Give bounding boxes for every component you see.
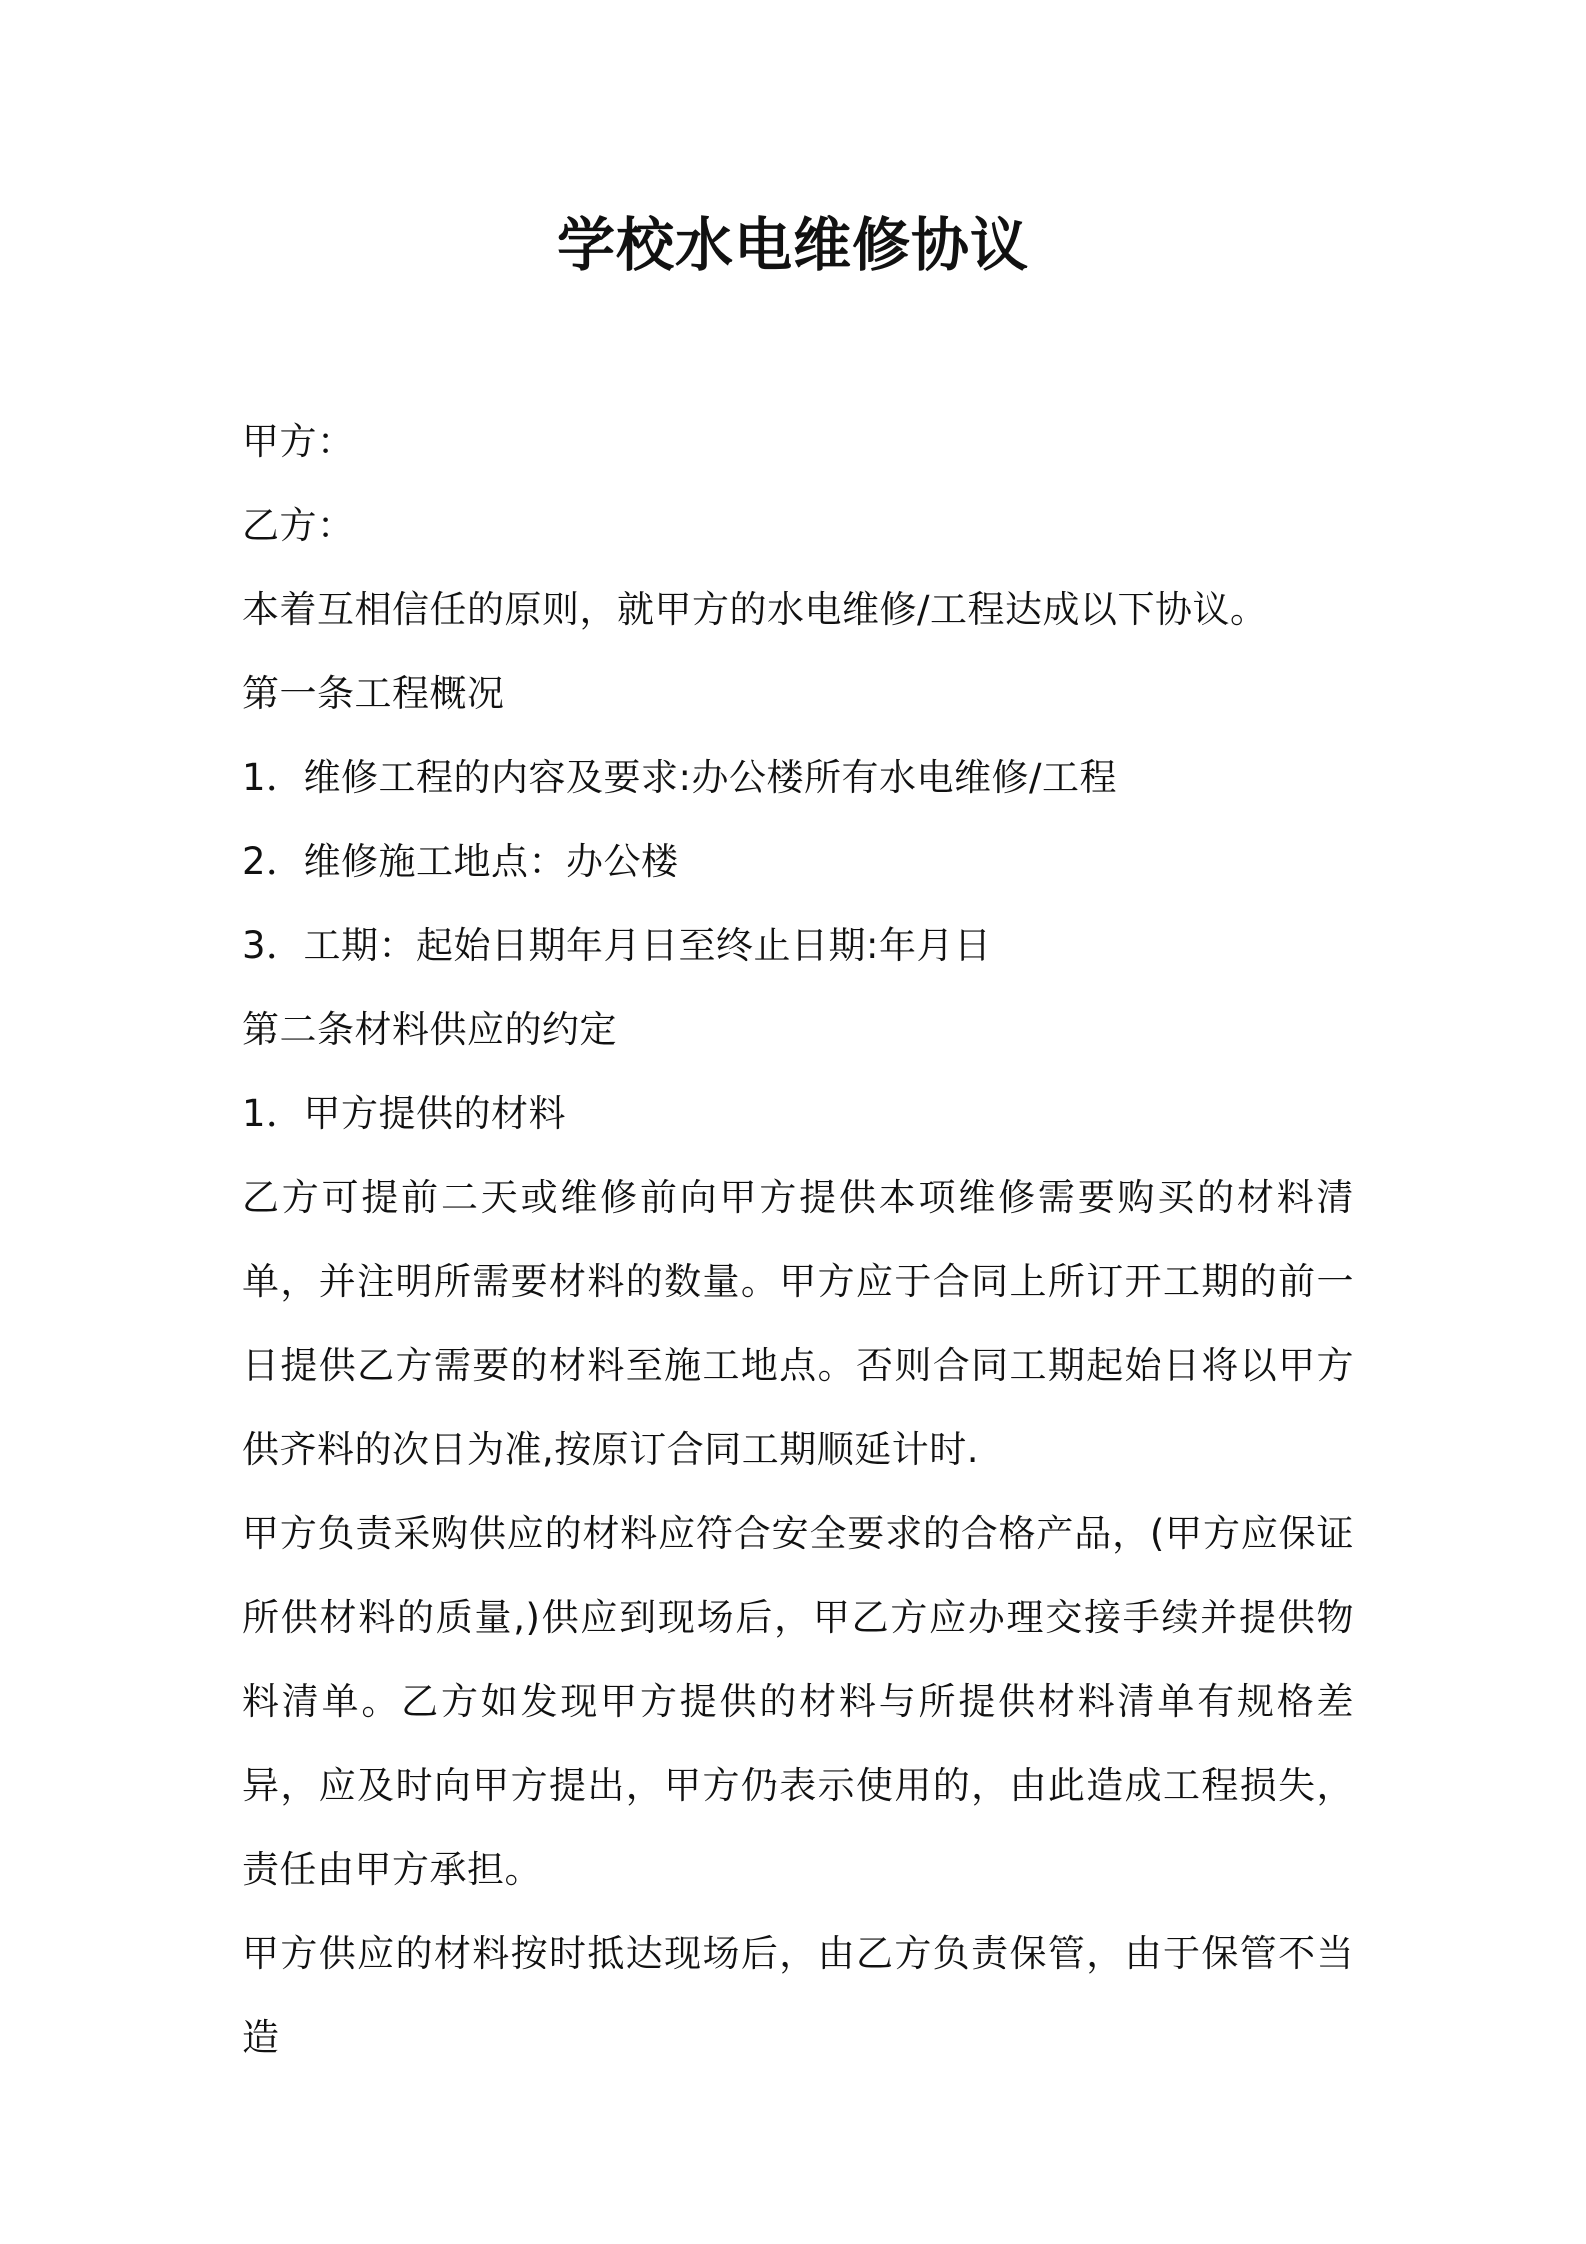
article-1-item-1: 1．维修工程的内容及要求:办公楼所有水电维修/工程	[242, 756, 1117, 799]
party-b-line: 乙方：	[242, 504, 355, 547]
material-quality-paragraph: 甲方负责采购供应的材料应符合安全要求的合格产品，(甲方应保证所供材料的质量,)供应到现场后，甲乙方应办理交接手续并提供物料清单。乙方如发现甲方提供的材料与所提供材料清单有规格差异，应及时向甲方提出，甲方仍表示使用的，由此造成工程损失，责任由甲方承担。	[242, 1512, 1354, 1891]
article-1-item-2: 2．维修施工地点：办公楼	[242, 840, 679, 883]
article-2-heading: 第二条材料供应的约定	[242, 1008, 617, 1051]
material-storage-paragraph: 甲方供应的材料按时抵达现场后，由乙方负责保管，由于保管不当造	[242, 1932, 1354, 2059]
article-2-item-1: 1．甲方提供的材料	[242, 1092, 567, 1135]
document-title: 学校水电维修协议	[556, 211, 1029, 279]
party-a-line: 甲方：	[242, 420, 355, 463]
preamble-line: 本着互相信任的原则，就甲方的水电维修/工程达成以下协议。	[242, 588, 1268, 631]
document-body	[242, 400, 1354, 2080]
material-list-paragraph: 乙方可提前二天或维修前向甲方提供本项维修需要购买的材料清单，并注明所需要材料的数量。甲方应于合同上所订开工期的前一日提供乙方需要的材料至施工地点。否则合同工期起始日将以甲方供齐料的次日为准,按原订合同工期顺延计时.	[242, 1176, 1354, 1471]
article-1-heading: 第一条工程概况	[242, 672, 505, 715]
article-1-item-3: 3．工期：起始日期年月日至终止日期:年月日	[242, 924, 992, 967]
